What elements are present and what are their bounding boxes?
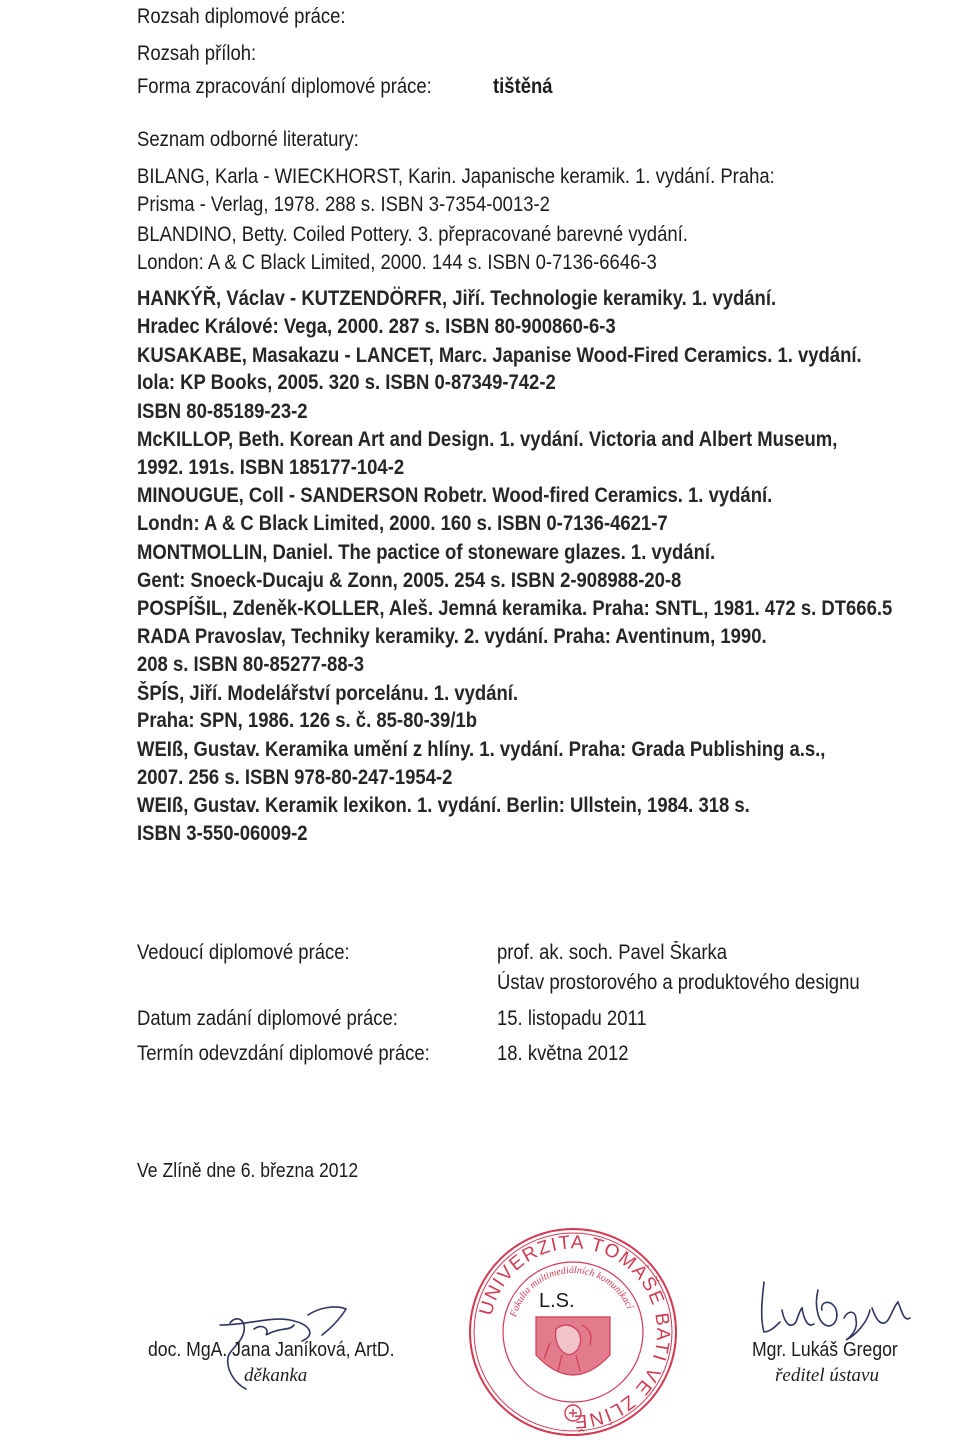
literature-line: 208 s. ISBN 80-85277-88-3	[137, 653, 365, 676]
dean-name: doc. MgA. Jana Janíková, ArtD.	[148, 1339, 395, 1361]
forma-value: tištěná	[493, 75, 553, 98]
forma-label: Forma zpracování diplomové práce:	[137, 75, 432, 98]
literature-line: 1992. 191s. ISBN 185177-104-2	[137, 456, 405, 479]
literature-line: WEIß, Gustav. Keramika umění z hlíny. 1. vydání. Praha: Grada Publishing a.s.,	[137, 738, 826, 761]
literature-line: KUSAKABE, Masakazu - LANCET, Marc. Japanise Wood-Fired Ceramics. 1. vydání.	[137, 344, 862, 367]
literature-line: Prisma - Verlag, 1978. 288 s. ISBN 3-7354-0013-2	[137, 193, 550, 216]
zadani-value: 15. listopadu 2011	[497, 1007, 647, 1030]
literature-line: RADA Pravoslav, Techniky keramiky. 2. vydání. Praha: Aventinum, 1990.	[137, 625, 767, 648]
literature-line: WEIß, Gustav. Keramik lexikon. 1. vydání. Berlin: Ullstein, 1984. 318 s.	[137, 794, 750, 817]
seznam-literatury-label: Seznam odborné literatury:	[137, 128, 359, 151]
literature-line: 2007. 256 s. ISBN 978-80-247-1954-2	[137, 766, 453, 789]
literature-line: Hradec Králové: Vega, 2000. 287 s. ISBN 80-900860-6-3	[137, 315, 616, 338]
dean-title: děkanka	[244, 1365, 308, 1386]
literature-line: Londn: A & C Black Limited, 2000. 160 s. ISBN 0-7136-4621-7	[137, 512, 668, 535]
literature-line: MINOUGUE, Coll - SANDERSON Robetr. Wood-fired Ceramics. 1. vydání.	[137, 484, 773, 507]
literature-line: BILANG, Karla - WIECKHORST, Karin. Japanische keramik. 1. vydání. Praha:	[137, 165, 775, 188]
rozsah-prace-label: Rozsah diplomové práce:	[137, 5, 346, 28]
seal-inner-text: Fakulta multimediálních komunikací	[508, 1264, 635, 1319]
place-date: Ve Zlíně dne 6. března 2012	[137, 1160, 359, 1182]
vedouci-label: Vedoucí diplomové práce:	[137, 941, 350, 964]
ls-label: L.S.	[539, 1290, 575, 1312]
literature-line: HANKÝŘ, Václav - KUTZENDÖRFR, Jiří. Technologie keramiky. 1. vydání.	[137, 287, 777, 310]
literature-line: BLANDINO, Betty. Coiled Pottery. 3. přepracované barevné vydání.	[137, 223, 688, 246]
literature-line: ISBN 3-550-06009-2	[137, 822, 308, 845]
literature-line: Praha: SPN, 1986. 126 s. č. 85-80-39/1b	[137, 709, 478, 732]
literature-line: Iola: KP Books, 2005. 320 s. ISBN 0-87349-742-2	[137, 371, 556, 394]
termin-value: 18. května 2012	[497, 1042, 629, 1065]
director-title: ředitel ústavu	[775, 1365, 879, 1386]
vedouci-dept: Ústav prostorového a produktového designu	[497, 971, 860, 994]
literature-line: ISBN 80-85189-23-2	[137, 400, 308, 423]
termin-label: Termín odevzdání diplomové práce:	[137, 1042, 430, 1065]
university-seal	[466, 1225, 681, 1440]
coat-of-arms-icon	[536, 1317, 610, 1375]
vedouci-name: prof. ak. soch. Pavel Škarka	[497, 941, 728, 964]
literature-line: POSPÍŠIL, Zdeněk-KOLLER, Aleš. Jemná keramika. Praha: SNTL, 1981. 472 s. DT666.5	[137, 597, 893, 620]
literature-line: McKILLOP, Beth. Korean Art and Design. 1. vydání. Victoria and Albert Museum,	[137, 428, 838, 451]
director-name: Mgr. Lukáš Gregor	[752, 1339, 898, 1361]
literature-line: MONTMOLLIN, Daniel. The pactice of stoneware glazes. 1. vydání.	[137, 541, 716, 564]
literature-line: Gent: Snoeck-Ducaju & Zonn, 2005. 254 s. ISBN 2-908988-20-8	[137, 569, 682, 592]
literature-line: London: A & C Black Limited, 2000. 144 s. ISBN 0-7136-6646-3	[137, 251, 657, 274]
literature-line: ŠPÍS, Jiří. Modelářství porcelánu. 1. vydání.	[137, 682, 519, 705]
rozsah-priloh-label: Rozsah příloh:	[137, 42, 257, 65]
seal-outer-text: UNIVERZITA TOMÁŠE BATI VE ZLÍNĚ	[475, 1232, 674, 1432]
zadani-label: Datum zadání diplomové práce:	[137, 1007, 398, 1030]
